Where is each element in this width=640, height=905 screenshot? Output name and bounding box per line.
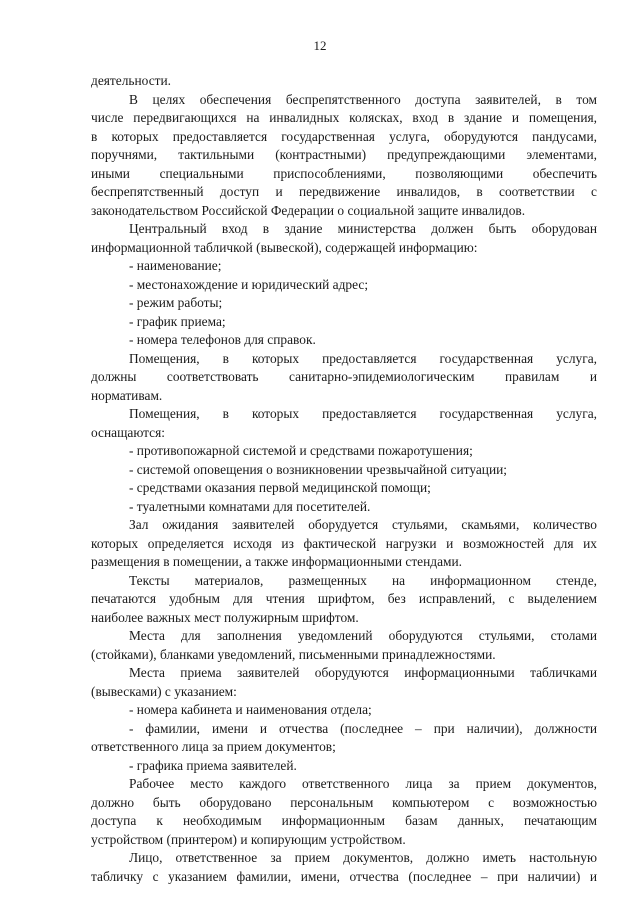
text-line: Места для заполнения уведомлений оборудуются стульями, столами xyxy=(129,628,597,643)
text-line: числе передвигающихся на инвалидных колясках, вход в здание и помещения, xyxy=(91,110,597,125)
list-item: - номера телефонов для справок. xyxy=(129,332,316,347)
text-line: которых определяется исходя из фактической нагрузки и возможностей для их xyxy=(91,535,597,551)
text-line: печатаются удобным для чтения шрифтом, без исправлений, с выделением xyxy=(91,591,597,606)
page-number: 12 xyxy=(313,38,327,53)
text-line: поручнями, тактильными (контрастными) предупреждающими элементами, xyxy=(91,147,597,162)
list-item: - противопожарной системой и средствами пожаротушения; xyxy=(129,443,473,458)
text-line: иными специальными приспособлениями, позволяющими обеспечить xyxy=(91,165,597,181)
list-item: - номера кабинета и наименования отдела; xyxy=(129,702,372,717)
text-line: деятельности. xyxy=(91,73,172,88)
text-line: Помещения, в которых предоставляется государственная услуга, xyxy=(129,350,597,366)
text-line: в которых предоставляется государственная услуга, оборудуются пандусами, xyxy=(91,128,597,144)
text-line: Помещения, в которых предоставляется государственная услуга, xyxy=(129,406,597,421)
text-line: Лицо, ответственное за прием документов, должно иметь настольную xyxy=(129,850,597,865)
text-line: беспрепятственный доступ и передвижение инвалидов, в соответствии с xyxy=(91,184,597,199)
text-line: размещения в помещении, а также информационными стендами. xyxy=(91,554,463,569)
text-line: ответственного лица за прием документов; xyxy=(91,739,336,754)
list-item: - режим работы; xyxy=(129,295,223,310)
list-item: - график приема; xyxy=(129,313,226,329)
text-line: Тексты материалов, размещенных на информационном стенде, xyxy=(129,572,597,588)
text-line: законодательством Российской Федерации о социальной защите инвалидов. xyxy=(91,202,526,218)
text-line: должны соответствовать санитарно-эпидемиологическим правилам и xyxy=(91,369,597,384)
text-line: устройством (принтером) и копирующим устройством. xyxy=(91,831,406,847)
list-item: - графика приема заявителей. xyxy=(129,757,297,773)
text-line: Зал ожидания заявителей оборудуется стульями, скамьями, количество xyxy=(129,517,597,532)
text-line: - фамилии, имени и отчества (последнее – при наличии), должности xyxy=(129,720,597,736)
text-line: должно быть оборудовано персональным компьютером с возможностью xyxy=(91,794,597,810)
list-item: - местонахождение и юридический адрес; xyxy=(129,276,369,292)
text-line: Места приема заявителей оборудуются информационными табличками xyxy=(129,665,597,680)
text-line: нормативам. xyxy=(91,387,163,403)
list-item: - средствами оказания первой медицинской помощи; xyxy=(129,480,431,495)
text-line: табличку с указанием фамилии, имени, отчества (последнее – при наличии) и xyxy=(91,868,597,884)
text-line: (вывесками) с указанием: xyxy=(91,683,237,699)
text-line: информационной табличкой (вывеской), содержащей информацию: xyxy=(91,239,478,255)
text-line: доступа к необходимым информационным базам данных, печатающим xyxy=(91,813,597,828)
text-line: В целях обеспечения беспрепятственного доступа заявителей, в том xyxy=(129,91,597,107)
list-item: - системой оповещения о возникновении чрезвычайной ситуации; xyxy=(129,461,507,477)
text-line: (стойками), бланками уведомлений, письменными принадлежностями. xyxy=(91,646,496,662)
list-item: - туалетными комнатами для посетителей. xyxy=(129,498,371,514)
text-line: наиболее важных мест полужирным шрифтом. xyxy=(91,609,359,625)
document-body xyxy=(91,72,597,886)
text-line: оснащаются: xyxy=(91,424,166,440)
text-line: Рабочее место каждого ответственного лица за прием документов, xyxy=(129,776,597,791)
list-item: - наименование; xyxy=(129,258,222,273)
text-line: Центральный вход в здание министерства должен быть оборудован xyxy=(129,221,597,236)
